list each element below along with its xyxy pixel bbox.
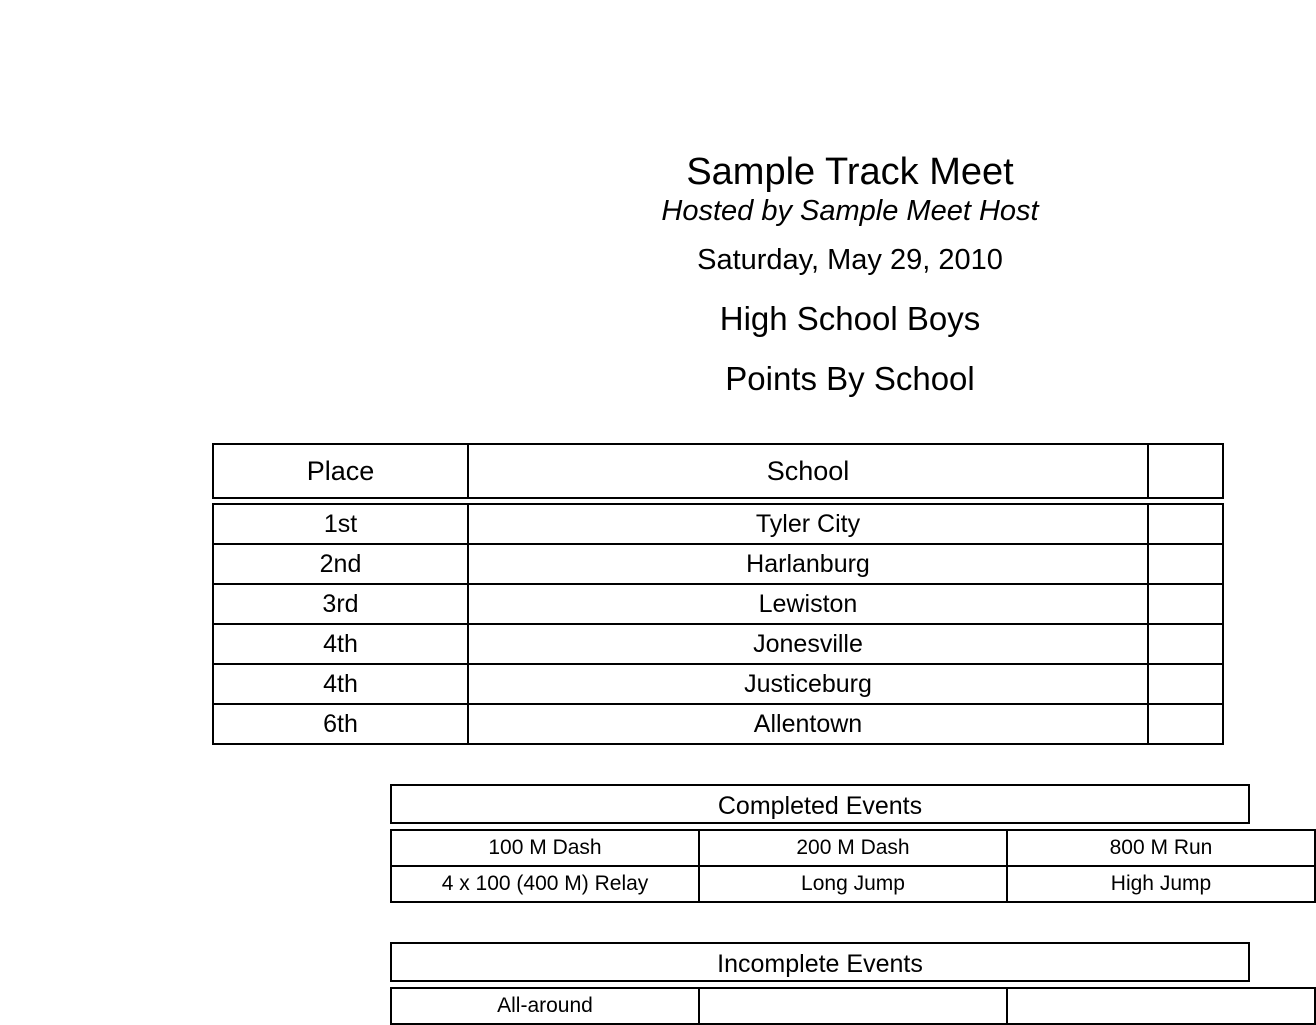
points-cell [1148, 624, 1223, 664]
table-row [213, 584, 1223, 624]
event-cell: High Jump [1007, 866, 1315, 902]
table-row [213, 544, 1223, 584]
completed-events-title: Completed Events [390, 784, 1250, 824]
column-header-points [1148, 444, 1223, 498]
school-cell: Harlanburg [468, 544, 1148, 584]
incomplete-events-grid [390, 987, 1316, 1025]
meet-header [500, 150, 1200, 399]
event-cell: 800 M Run [1007, 830, 1315, 866]
points-table-header [212, 443, 1224, 499]
place-cell: 6th [213, 704, 468, 744]
meet-date: Saturday, May 29, 2010 [697, 244, 1003, 276]
table-row [213, 624, 1223, 664]
place-cell: 4th [213, 624, 468, 664]
table-row [391, 866, 1315, 902]
column-header-place: Place [213, 444, 468, 498]
table-row [213, 664, 1223, 704]
points-cell [1148, 504, 1223, 544]
place-cell: 2nd [213, 544, 468, 584]
place-cell: 4th [213, 664, 468, 704]
school-cell: Justiceburg [468, 664, 1148, 704]
event-cell: All-around [391, 988, 699, 1024]
division-title: High School Boys [719, 300, 981, 337]
school-cell: Allentown [468, 704, 1148, 744]
meet-host: Hosted by Sample Meet Host [661, 195, 1039, 227]
column-header-school: School [468, 444, 1148, 498]
event-cell: 4 x 100 (400 M) Relay [391, 866, 699, 902]
completed-events-grid [390, 829, 1316, 903]
points-cell [1148, 544, 1223, 584]
table-row [213, 704, 1223, 744]
event-cell: 100 M Dash [391, 830, 699, 866]
incomplete-events-title: Incomplete Events [390, 942, 1250, 982]
table-row [391, 988, 1315, 1024]
event-cell: Long Jump [699, 866, 1007, 902]
points-cell [1148, 584, 1223, 624]
points-cell [1148, 664, 1223, 704]
table-row [213, 504, 1223, 544]
place-cell: 3rd [213, 584, 468, 624]
school-cell: Tyler City [468, 504, 1148, 544]
meet-title: Sample Track Meet [686, 151, 1014, 193]
event-cell: 200 M Dash [699, 830, 1007, 866]
school-cell: Jonesville [468, 624, 1148, 664]
points-cell [1148, 704, 1223, 744]
event-cell [1007, 988, 1315, 1024]
report-title: Points By School [725, 360, 975, 397]
school-cell: Lewiston [468, 584, 1148, 624]
event-cell [699, 988, 1007, 1024]
place-cell: 1st [213, 504, 468, 544]
points-table [212, 503, 1224, 745]
table-row [391, 830, 1315, 866]
